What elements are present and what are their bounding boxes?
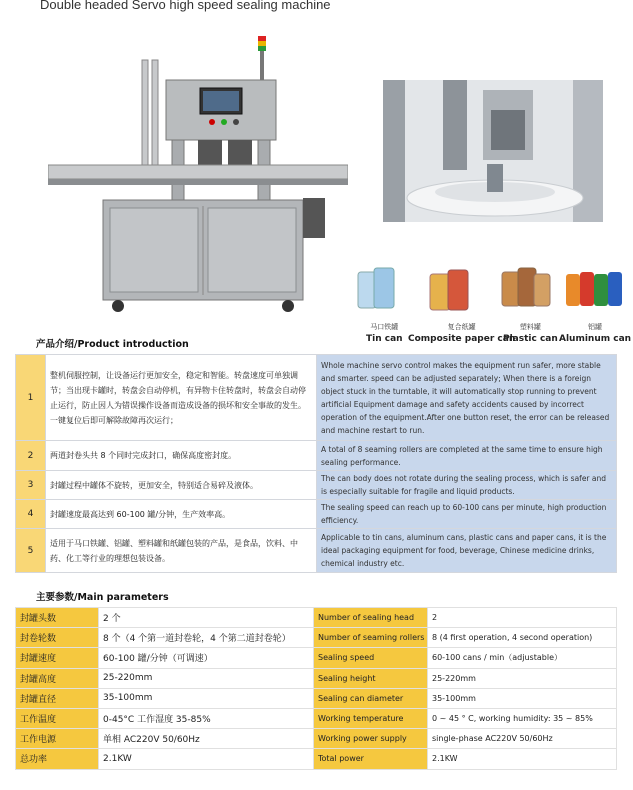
table-row: 封罐头数 2 个 Number of sealing head 2 (16, 608, 617, 628)
sealing-machine-image (48, 30, 348, 320)
table-row: 4 封罐速度最高达到 60-100 罐/分钟，生产效率高。 The sealing speed can reach up to 60-100 cans per minute, high production efficiency. (16, 500, 617, 529)
table-row: 工作温度 0-45°C 工作湿度 35-85% Working temperature 0 ~ 45 ° C, working humidity: 35 ~ 85% (16, 708, 617, 728)
params-table (15, 607, 617, 770)
table-row: 工作电源 单相 AC220V 50/60Hz Working power supply single-phase AC220V 50/60Hz (16, 729, 617, 749)
can-label-tin: 马口铁罐 Tin can (366, 323, 403, 344)
page-title: Double headed Servo high speed sealing machine (40, 0, 331, 12)
can-label-plastic: 塑料罐 Plastic can (503, 323, 558, 344)
table-row: 封罐速度 60-100 罐/分钟（可调速） Sealing speed 60-100 cans / min（adjustable） (16, 648, 617, 668)
table-row: 封罐高度 25-220mm Sealing height 25-220mm (16, 668, 617, 688)
table-row: 总功率 2.1KW Total power 2.1KW (16, 749, 617, 769)
can-label-aluminum: 铝罐 Aluminum can (559, 323, 632, 344)
params-heading: 主要参数/Main parameters (36, 592, 169, 603)
table-row: 2 两道封卷头共 8 个同时完成封口，确保高度密封度。 A total of 8 seaming rollers are completed at the same time to ensure high sealing performance. (16, 441, 617, 471)
table-row: 5 适用于马口铁罐、铝罐、塑料罐和纸罐包装的产品，是食品，饮料、中药、化工等行业的理想包装设备。 Applicable to tin cans, aluminum cans, plastic cans and paper cans, it is the ideal packaging equipment for food, beverage, Chinese medicine drinks, chemical industry etc. (16, 529, 617, 573)
can-label-paper: 复合纸罐 Composite paper can (408, 323, 516, 344)
table-row: 3 封罐过程中罐体不旋转，更加安全，特别适合易碎及液体。 The can body does not rotate during the sealing process, which is safer and is especially suitable for fragile and liquid products. (16, 471, 617, 500)
table-row: 封卷轮数 8 个（4 个第一道封卷轮，4 个第二道封卷轮） Number of seaming rollers 8 (4 first operation, 4 second operation) (16, 628, 617, 648)
intro-table (15, 354, 617, 573)
turntable-detail-image (383, 80, 603, 222)
table-row: 封罐直径 35-100mm Sealing can diameter 35-100mm (16, 688, 617, 708)
intro-heading: 产品介绍/Product introduction (36, 339, 189, 350)
table-row: 1 整机伺服控制，让设备运行更加安全，稳定和智能。转盘速度可单独调节；当出现卡罐时，转盘会自动停机，有异物卡住转盘时，转盘会自动停止运行，防止因人为错误操作设备而造成设备的损坏和安全事故的发生。一键复位后即可解除故障再次运行； Whole machine servo control makes the equipment run safer, more stable and smarter. speed can be adjusted separately; When there is a foreign object stuck in the turntable, it will automatically stop running to prevent artificial Equipment damage and safety accidents caused by incorrect operation of the equipment.After one button reset, the error can be released and machine restart to run. (16, 355, 617, 441)
